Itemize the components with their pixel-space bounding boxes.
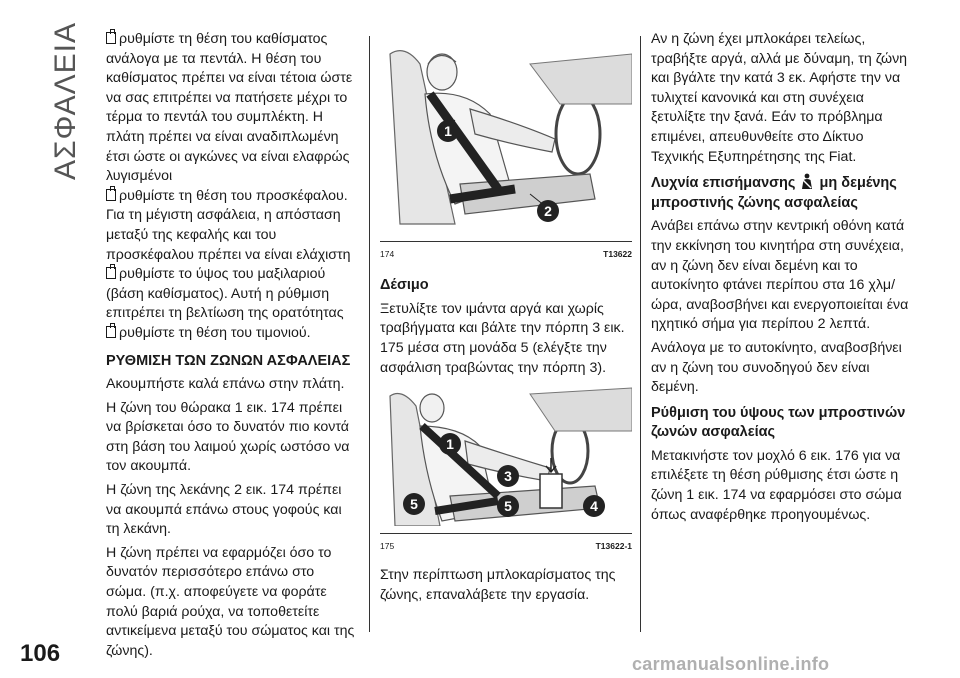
bullet-item: ρυθμίστε τη θέση του τιμονιού. [106,324,358,344]
figure-caption [380,533,632,557]
paragraph: Ακουμπήστε καλά επάνω στην πλάτη. [106,376,345,393]
bullet-box-icon [106,189,116,201]
bullet-box-icon [106,32,116,44]
bullet-item: ρυθμίστε τη θέση του προσκέφαλου. Για τη μέγιστη ασφάλεια, η απόσταση μεταξύ της κεφαλής και του προσκέφαλου πρέπει να είναι ελάχιστη [106,187,351,263]
figure-callout: 1 [446,436,454,453]
section-tab [36,21,96,181]
figure-number: 175 [380,540,395,551]
page-number: 106 [20,640,61,667]
seatbelt-figure-illustration [380,34,632,234]
figure-callout: 5 [410,496,418,513]
section-heading [651,173,919,213]
buckle-figure-illustration [380,386,632,526]
figure-callout: 3 [504,468,512,485]
paragraph: Ανάλογα με το αυτοκίνητο, αναβοσβήνει αν η ζώνη του συνοδηγού δεν είναι δεμένη. [651,339,902,396]
section-title: ΑΣΦΑΛΕΙΑ [49,21,82,181]
watermark-text: carmanualsonline.info [632,654,830,674]
paragraph: Ξετυλίξτε τον ιμάντα αργά και χωρίς τραβήγματα και βάλτε την πόρπη 3 εικ. 175 μέσα στη μονάδα 5 (ελέγξτε την ασφάλιση τραβώντας την πόρπη 3). [380,300,625,376]
column-divider-left [369,36,370,632]
bullet-box-icon [106,326,116,338]
column-1 [106,30,358,665]
figure-code: T13622 [603,248,632,259]
heading-text-start: Λυχνία επισήμανσης [651,175,796,192]
paragraph: Αν η ζώνη έχει μπλοκάρει τελείως, τραβήξτε αργά, αλλά με δύναμη, τη ζώνη και βγάλτε την κατά 3 εκ. Αφήστε την να τυλιχτεί κανονικά και στη συνέχεια ξετυλίξτε την ξανά. Εάν το πρόβλημα επιμένει, απευθυνθείτε στο Δίκτυο Τεχνικής Εξυπηρέτησης της Fiat. [651,31,908,165]
figure-175 [380,386,632,556]
figure-callout: 1 [444,123,452,139]
figure-callout: 5 [504,498,512,515]
figure-callout: 4 [590,498,598,515]
paragraph: Στην περίπτωση μπλοκαρίσματος της ζώνης, επαναλάβετε την εργασία. [380,567,616,603]
paragraph: Η ζώνη πρέπει να εφαρμόζει όσο το δυνατόν περισσότερο επάνω στο σώμα. (π.χ. αποφεύγετε να φοράτε πολύ βαριά ρούχα, να τοποθετείτε αντικείμενα μεταξύ του σώματος και της ζώνης). [106,544,355,659]
heading-text-end: μη δεμένης μπροστινής ζώνης ασφαλείας [651,175,897,211]
bullet-item: ρυθμίστε τη θέση του καθίσματος ανάλογα με τα πεντάλ. Η θέση του καθίσματος πρέπει να είναι τέτοια ώστε να σας επιτρέπει να πατήσετε μέχρι το τέρμα το πεντάλ του συμπλέκτη. Η πλάτη πρέπει να είναι αναδιπλωμένη έτσι ώστε οι αγκώνες να είναι ελαφρώς λυγισμένοι [106,31,353,185]
figure-caption [380,241,632,265]
figure-174 [380,34,632,264]
section-heading: Ρύθμιση του ύψους των μπροστινών ζωνών ασφαλείας [651,404,906,441]
paragraph: Μετακινήστε τον μοχλό 6 εικ. 176 για να επιλέξετε τη θέση ρύθμισης έτσι ώστε η ζώνη 1 εικ. 174 να εφαρμόσει στο σώμα όπως αναφέρθηκε προηγουμένως. [651,447,902,523]
figure-number: 174 [380,248,395,259]
column-divider-right [640,36,641,632]
paragraph: Η ζώνη του θώρακα 1 εικ. 174 πρέπει να βρίσκεται όσο το δυνατόν πιο κοντά στη βάση του λαιμού χωρίς ωστόσο να τον ακουμπά. [106,399,350,475]
seatbelt-warning-icon [799,173,815,190]
section-heading: Δέσιμο [380,277,429,294]
figure-callout: 2 [544,203,552,219]
bullet-box-icon [106,267,116,279]
paragraph: Η ζώνη της λεκάνης 2 εικ. 174 πρέπει να ακουμπά επάνω στους γοφούς και τη λεκάνη. [106,482,342,538]
paragraph: Ανάβει επάνω στην κεντρική οθόνη κατά την εκκίνηση του κινητήρα στη συνέχεια, αν η ζώνη δεν είναι δεμένη και το αυτοκίνητο φτάνει περίπου στα 16 χλμ/ώρα, αναβοσβήνει και ενεργοποιείται ένα ηχητικό σήμα για περίπου 2 λεπτά. [651,218,909,333]
column-3 [651,30,919,529]
figure-code: T13622-1 [595,540,632,551]
bullet-item: ρυθμίστε το ύψος του μαξιλαριού (βάση καθίσματος). Αυτή η ρύθμιση επιτρέπει τη βελτίωση της ορατότητας [106,266,344,322]
column-2 [380,34,632,610]
section-heading: ΡΥΘΜΙΣΗ ΤΩΝ ΖΩΝΩΝ ΑΣΦΑΛΕΙΑΣ [106,352,351,369]
